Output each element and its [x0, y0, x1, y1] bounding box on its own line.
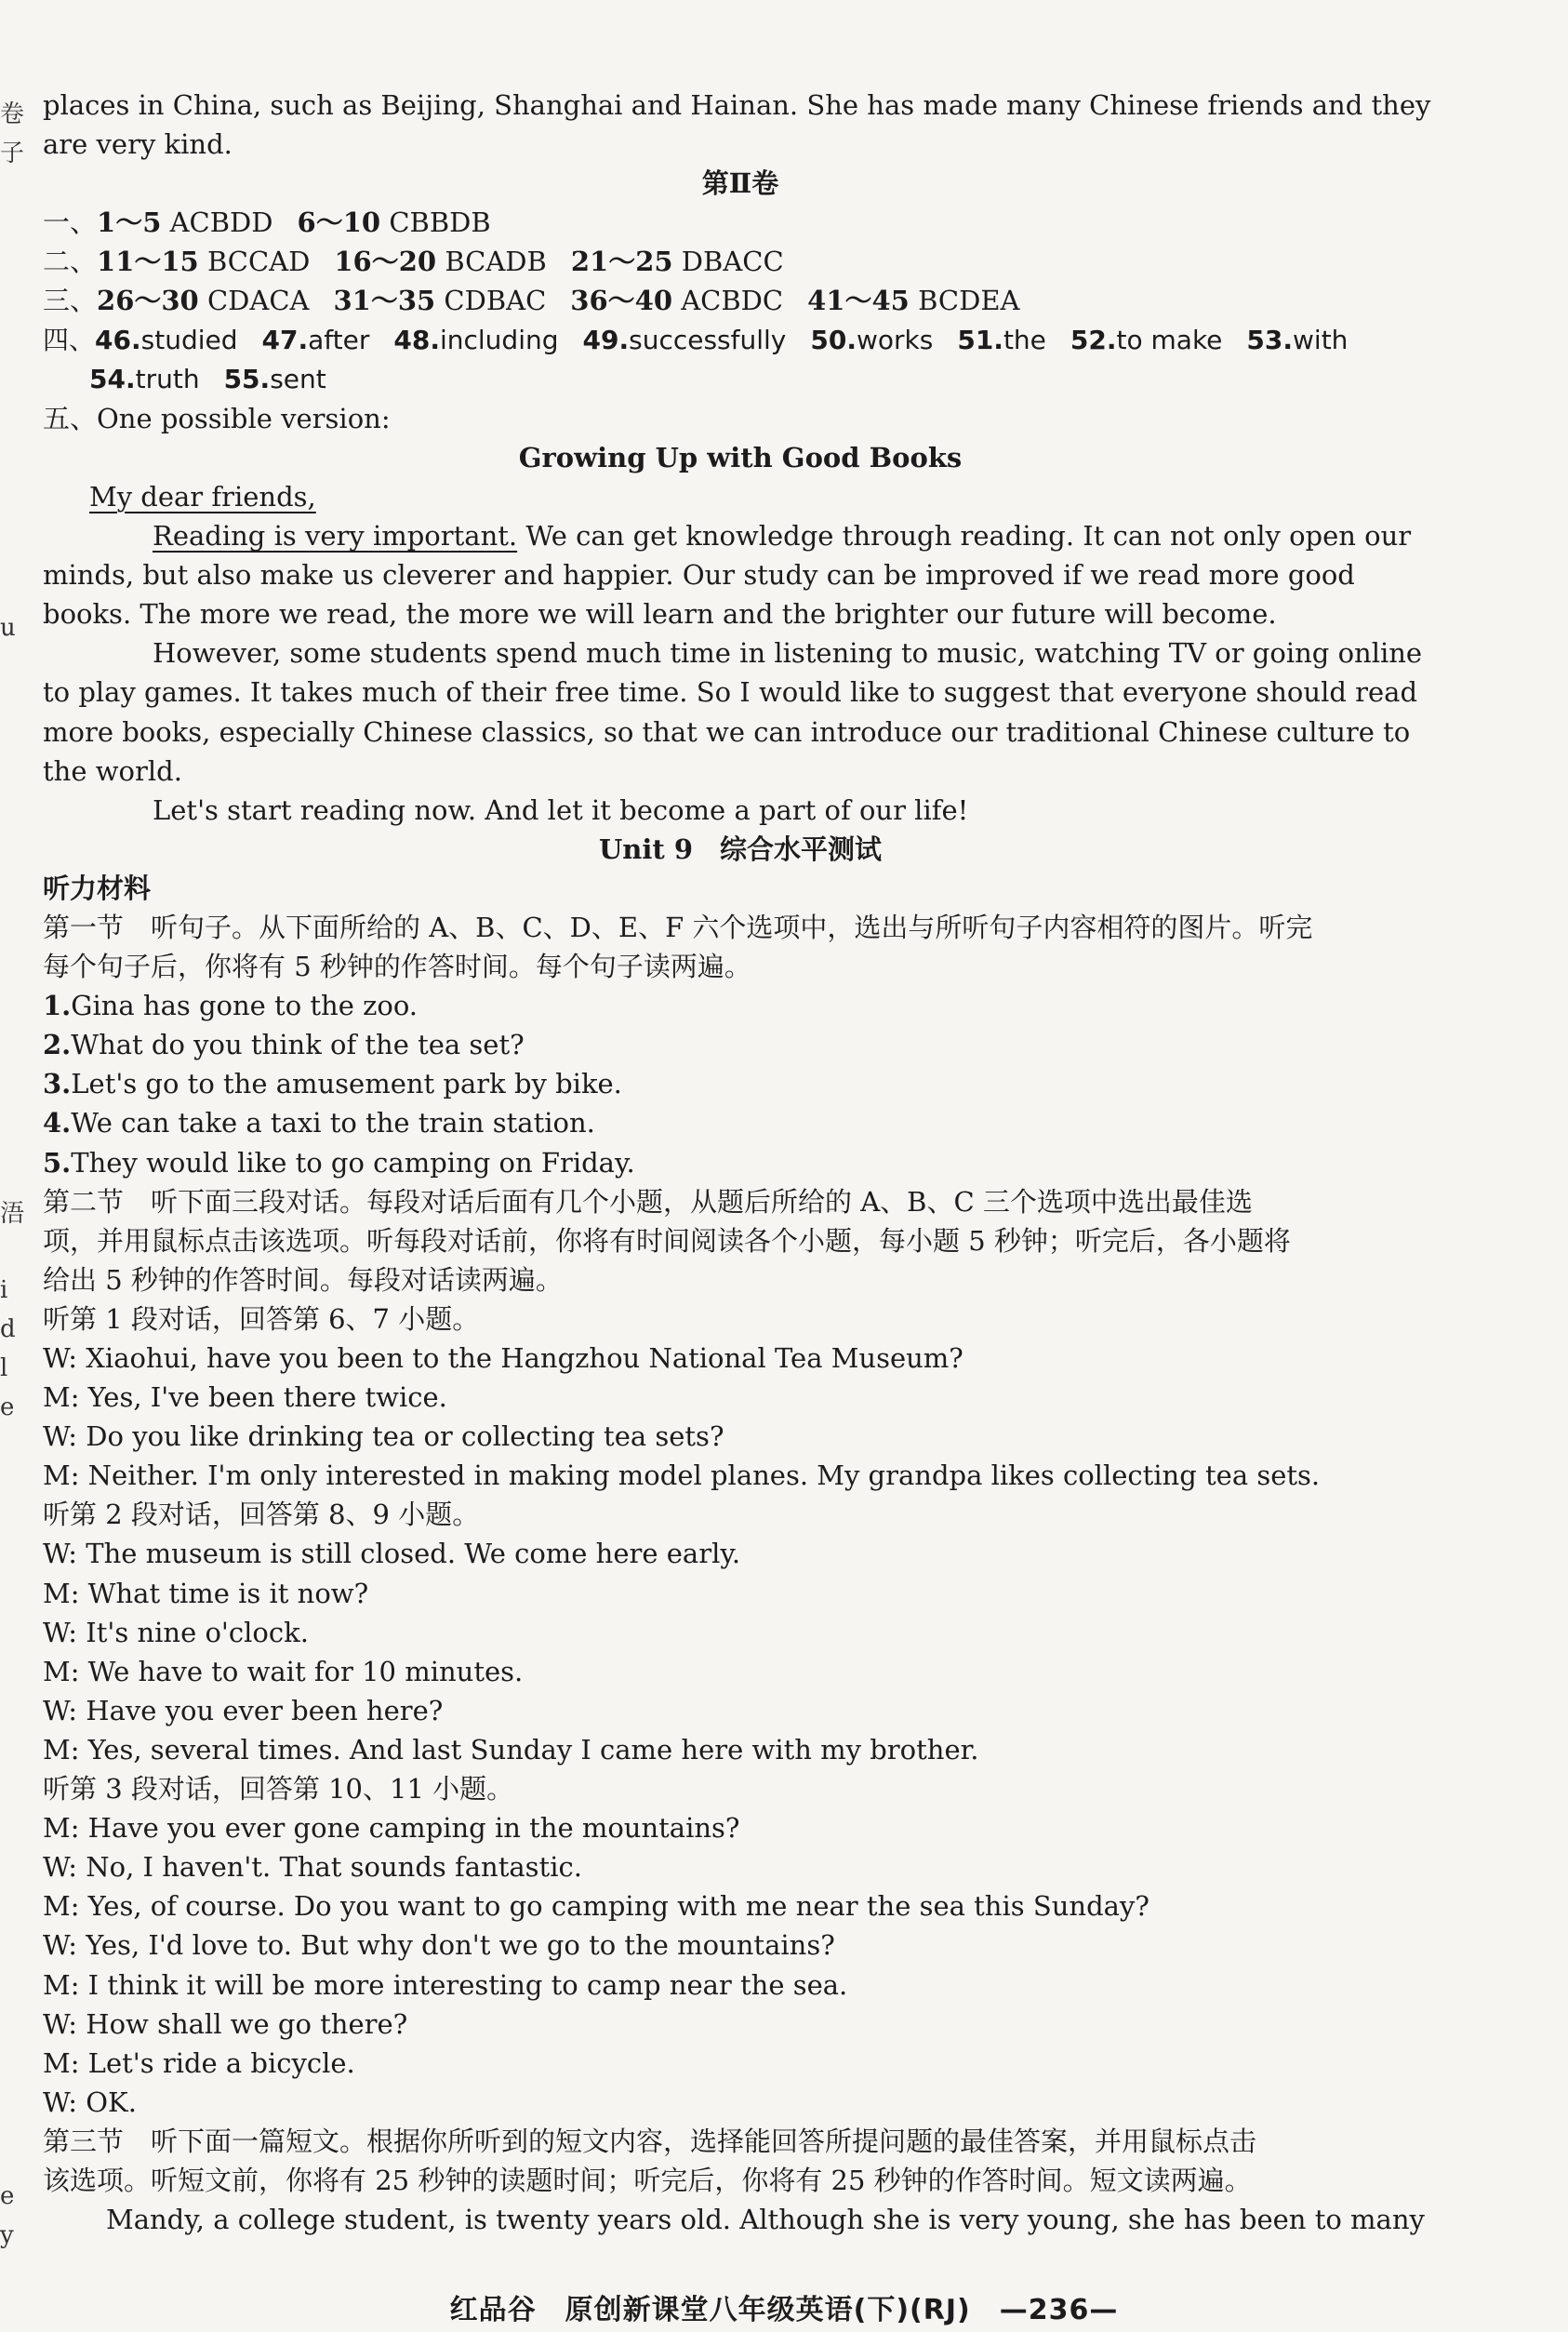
dialog-line: W: It's nine o'clock. [43, 1616, 309, 1648]
dialog-heading: 听第 1 段对话，回答第 6、7 小题。 [43, 1302, 480, 1335]
dialog-line: M: Yes, I've been there twice. [43, 1381, 447, 1414]
answer-row-three: 三、26～30 CDACA 31～35 CDBAC 36～40 ACBDC 41～45 BCDEA [43, 285, 1020, 317]
edge-mark: 卷 [0, 100, 25, 128]
dialog-line: W: How shall we go there? [43, 2007, 408, 2040]
passage-line: Mandy, a college student, is twenty years old. Although she is very young, she has been to many [106, 2204, 1425, 2236]
edge-mark: u [0, 614, 16, 642]
page-footer: 红品谷 原创新课堂八年级英语(下)(RJ) —236— [449, 2294, 1119, 2326]
instruction-line: 每个句子后，你将有 5 秒钟的作答时间。每个句子读两遍。 [43, 951, 751, 983]
edge-mark: i [0, 1276, 8, 1304]
answer-row-one: 一、1～5 ACBDD 6～10 CBBDB [43, 207, 491, 239]
essay-greeting: My dear friends, [89, 480, 316, 513]
dialog-line: W: Yes, I'd love to. But why don't we go to the mountains? [43, 1929, 835, 1962]
essay-paragraph-line: However, some students spend much time in listening to music, watching TV or going online [153, 637, 1423, 670]
listening-label: 听力材料 [43, 872, 152, 904]
dialog-line: M: We have to wait for 10 minutes. [43, 1655, 524, 1687]
edge-mark: y [0, 2221, 14, 2249]
edge-mark: l [0, 1354, 8, 1382]
dialog-line: M: I think it will be more interesting to camp near the sea. [43, 1968, 848, 2001]
dialog-line: W: The museum is still closed. We come here early. [43, 1538, 741, 1570]
intro-line: are very kind. [43, 128, 233, 161]
dialog-line: M: Have you ever gone camping in the mountains? [43, 1812, 740, 1845]
list-item: 3.Let's go to the amusement park by bike. [43, 1068, 622, 1100]
instruction-line: 项，并用鼠标点击该选项。听每段对话前，你将有时间阅读各个小题，每小题 5 秒钟；听完后，各小题将 [43, 1224, 1291, 1257]
page-content [43, 86, 1438, 2239]
dialog-line: M: Yes, of course. Do you want to go camping with me near the sea this Sunday? [43, 1890, 1149, 1923]
answer-row-four: 四、46.studied 47.after 48.including 49.successfully 50.works 51.the 52.to make 53.with [43, 324, 1349, 355]
dialog-heading: 听第 3 段对话，回答第 10、11 小题。 [43, 1773, 514, 1806]
list-item: 1.Gina has gone to the zoo. [43, 990, 419, 1022]
list-item: 2.What do you think of the tea set? [43, 1029, 525, 1061]
list-item: 5.They would like to go camping on Friday. [43, 1146, 635, 1179]
essay-paragraph-line: to play games. It takes much of their free time. So I would like to suggest that everyone should read [43, 676, 1418, 709]
essay-paragraph-line: more books, especially Chinese classics, so that we can introduce our traditional Chinese culture to [43, 715, 1411, 748]
dialog-heading: 听第 2 段对话，回答第 8、9 小题。 [43, 1499, 480, 1531]
unit-title: Unit 9 综合水平测试 [598, 833, 883, 865]
dialog-line: M: Yes, several times. And last Sunday I came here with my brother. [43, 1733, 979, 1766]
answer-row-four-cont: 54.truth 55.sent [89, 363, 326, 394]
dialog-line: M: Let's ride a bicycle. [43, 2046, 355, 2079]
instruction-line: 该选项。听短文前，你将有 25 秒钟的读题时间；听完后，你将有 25 秒钟的作答时间。短文读两遍。 [43, 2164, 1252, 2196]
edge-mark: 子 [0, 140, 25, 167]
dialog-line: W: Have you ever been here? [43, 1694, 444, 1726]
instruction-line: 第一节 听句子。从下面所给的 A、B、C、D、E、F 六个选项中，选出与所听句子内容相符的图片。听完 [43, 911, 1313, 943]
instruction-line: 第二节 听下面三段对话。每段对话后面有几个小题，从题后所给的 A、B、C 三个选项中选出最佳选 [43, 1185, 1253, 1218]
answer-row-five: 五、One possible version: [43, 402, 391, 434]
instruction-line: 给出 5 秒钟的作答时间。每段对话读两遍。 [43, 1263, 563, 1296]
dialog-line: M: Neither. I'm only interested in making model planes. My grandpa likes collecting tea sets. [43, 1459, 1321, 1492]
edge-mark: e [0, 1393, 15, 1421]
dialog-line: W: No, I haven't. That sounds fantastic. [43, 1851, 582, 1884]
essay-paragraph-line: minds, but also make us cleverer and happier. Our study can be improved if we read more good [43, 559, 1355, 592]
dialog-line: W: OK. [43, 2085, 137, 2118]
dialog-line: W: Xiaohui, have you been to the Hangzhou National Tea Museum? [43, 1342, 963, 1374]
essay-paragraph-line: Let's start reading now. And let it become a part of our life! [153, 793, 969, 826]
dialog-line: W: Do you like drinking tea or collecting tea sets? [43, 1420, 724, 1453]
edge-mark: e [0, 2182, 15, 2210]
list-item: 4.We can take a taxi to the train station. [43, 1107, 595, 1139]
answer-row-two: 二、11～15 BCCAD 16～20 BCADB 21～25 DBACC [43, 246, 784, 278]
dialog-line: M: What time is it now? [43, 1577, 369, 1609]
essay-title: Growing Up with Good Books [518, 441, 963, 473]
section-title: 第Ⅱ卷 [701, 167, 779, 200]
edge-mark: 浯 [0, 1200, 25, 1228]
intro-line: places in China, such as Beijing, Shanghai and Hainan. She has made many Chinese friends and they [43, 89, 1431, 121]
essay-paragraph-line: the world. [43, 754, 182, 787]
edge-mark: d [0, 1315, 16, 1343]
instruction-line: 第三节 听下面一篇短文。根据你所听到的短文内容，选择能回答所提问题的最佳答案，并用鼠标点击 [43, 2125, 1257, 2157]
essay-paragraph-line: Reading is very important. We can get knowledge through reading. It can not only open our [153, 520, 1412, 553]
essay-paragraph-line: books. The more we read, the more we will learn and the brighter our future will become. [43, 598, 1277, 631]
